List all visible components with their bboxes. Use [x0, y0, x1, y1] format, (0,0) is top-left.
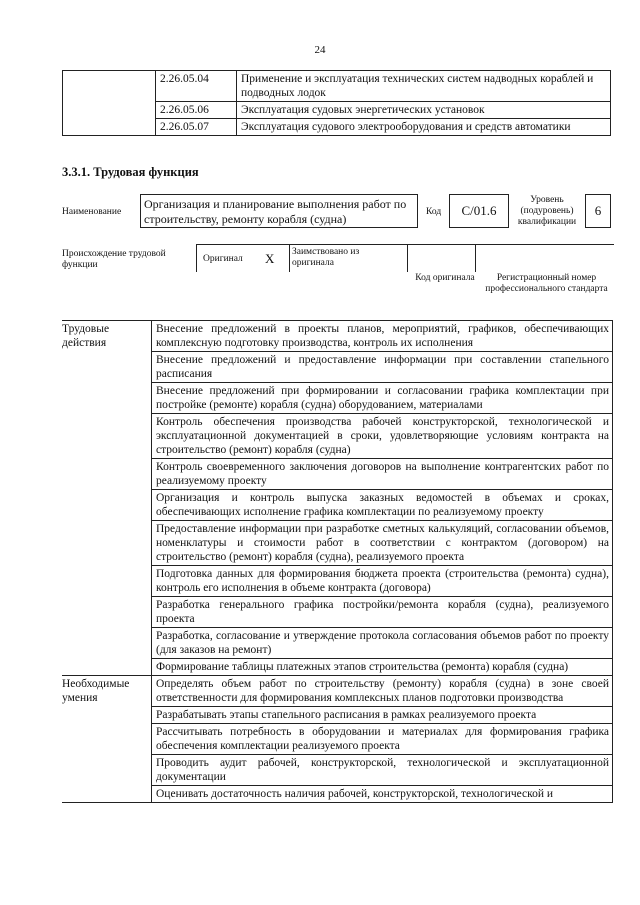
specialty-name: Эксплуатация судового электрооборудования и средств автоматики: [237, 119, 611, 136]
original-mark: X: [265, 251, 275, 266]
borrowed-label: Заимствовано из оригинала: [292, 247, 360, 268]
skills-label: Необходимые умения: [62, 676, 152, 803]
specialty-codes-table: [62, 70, 611, 136]
specialty-name: Эксплуатация судовых энергетических установок: [237, 102, 611, 119]
labor-action-item: Подготовка данных для формирования бюджета проекта (строительства (ремонта) судна), контроль его исполнения в объеме контракта (договора): [152, 566, 613, 597]
level-box: 6: [585, 194, 611, 228]
code-original-label: Код оригинала: [415, 273, 475, 283]
labor-action-item: Организация и контроль выпуска заказных ведомостей в объемах и сроках, обеспечивающих исполнение графика комплектации по реализуемому проекту: [152, 490, 613, 521]
labor-action-item: Формирование таблицы платежных этапов строительства (ремонта) корабля (судна): [152, 659, 613, 676]
origin-row: [196, 244, 614, 273]
original-cell: [196, 245, 290, 272]
labor-action-item: Внесение предложений в проекты планов, мероприятий, графиков, обеспечивающих комплексную подготовку производства, контроль их исполнения: [152, 321, 613, 352]
code-label: Код: [426, 207, 442, 217]
labor-actions-label: Трудовые действия: [62, 321, 152, 676]
name-label: Наименование: [62, 207, 122, 217]
divider: [475, 245, 476, 272]
section-title: 3.3.1. Трудовая функция: [62, 165, 199, 179]
labor-action-item: Предоставление информации при разработке сметных калькуляций, согласовании объемов, номенклатуры и стоимости работ в соответствии с контрактом (договором) на строительство (ремонт) корабля (судна), реализуемого проекта: [152, 521, 613, 566]
labor-action-item: Разработка генерального графика постройки/ремонта корабля (судна), реализуемого проекта: [152, 597, 613, 628]
origin-label: Происхождение трудовой функции: [62, 249, 166, 270]
specialty-code: 2.26.05.07: [156, 119, 237, 136]
function-name-box: Организация и планирование выполнения работ по строительству, ремонту корабля (судна): [140, 194, 418, 228]
skill-item: Проводить аудит рабочей, конструкторской, технологической и эксплуатационной документации: [152, 755, 613, 786]
labor-action-item: Контроль обеспечения производства рабочей конструкторской, технологической и эксплуатационной документацией в сроки, удовлетворяющие условиям контракта на строительство (ремонт) корабля (судна): [152, 414, 613, 459]
specialty-name: Применение и эксплуатация технических систем надводных кораблей и подводных лодок: [237, 71, 611, 102]
table-row: [62, 676, 613, 707]
table-row: [63, 71, 611, 102]
labor-action-item: Контроль своевременного заключения договоров на выполнение контрагентских работ по реализуемому проекту: [152, 459, 613, 490]
skill-item: Рассчитывать потребность в оборудовании и материалах для формирования графика обеспечения комплектации реализуемого проекта: [152, 724, 613, 755]
specialty-code: 2.26.05.04: [156, 71, 237, 102]
function-details-table: [62, 320, 613, 803]
level-label: Уровень (подуровень) квалификации: [517, 195, 577, 227]
labor-action-item: Внесение предложений и предоставление информации при составлении стапельного расписания: [152, 352, 613, 383]
table-row: [62, 321, 613, 352]
original-label: Оригинал: [203, 254, 243, 264]
divider: [407, 245, 408, 272]
labor-action-item: Внесение предложений при формировании и согласовании графика комплектации при постройке (ремонте) корабля (судна) оборудованием, материалами: [152, 383, 613, 414]
skill-item: Разрабатывать этапы стапельного расписания в рамках реализуемого проекта: [152, 707, 613, 724]
reg-number-label: Регистрационный номер профессионального стандарта: [485, 273, 608, 294]
page-number: 24: [314, 44, 326, 56]
specialty-code: 2.26.05.06: [156, 102, 237, 119]
skill-item: Оценивать достаточность наличия рабочей, конструкторской, технологической и: [152, 786, 613, 803]
skill-item: Определять объем работ по строительству (ремонту) корабля (судна) в зоне своей ответственности для формирования комплексных планов подготовки производства: [152, 676, 613, 707]
function-code-box: C/01.6: [449, 194, 509, 228]
labor-action-item: Разработка, согласование и утверждение протокола согласования объемов работ по проекту (для заказов на ремонт): [152, 628, 613, 659]
empty-cell: [63, 71, 156, 136]
